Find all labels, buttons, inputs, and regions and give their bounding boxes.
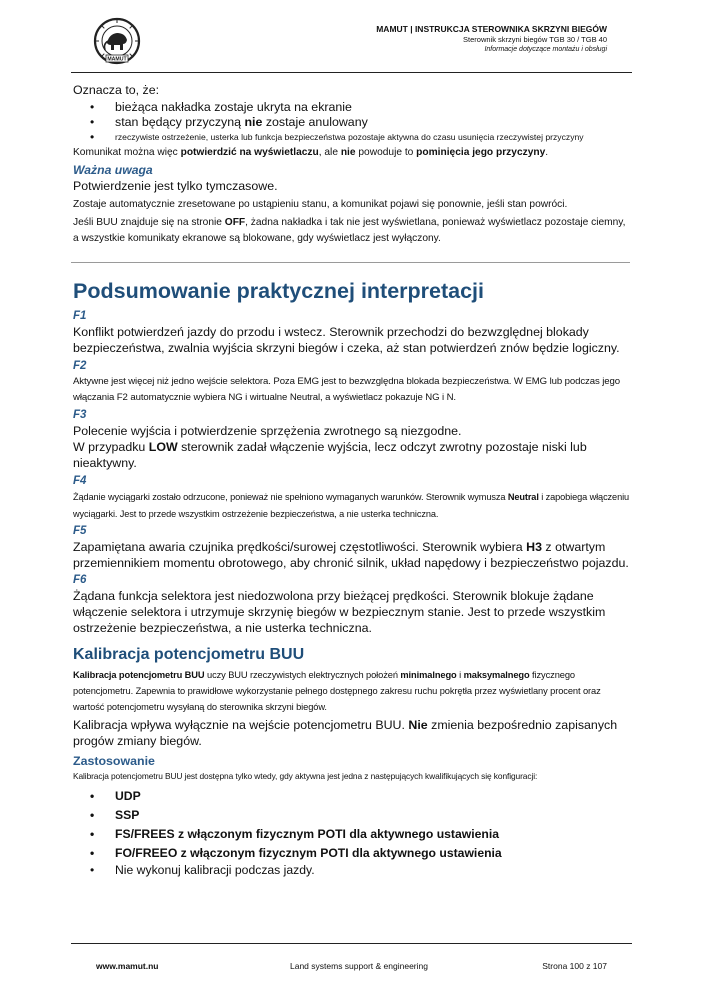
f2-label: F2 [73, 360, 87, 372]
f3-text-1: Polecenie wyjścia i potwierdzenie sprzężenia zwrotnego są niezgodne. [73, 424, 462, 438]
note-line-2: Zostaje automatycznie zresetowane po ustąpieniu stanu, a komunikat pojawi się ponownie, jeśli stan powróci. [73, 198, 568, 210]
f3-label: F3 [73, 409, 87, 421]
list-item: • Nie wykonuj kalibracji podczas jazdy. [73, 863, 633, 878]
f1-label: F1 [73, 310, 87, 322]
header-section: Informacje dotyczące montażu i obsługi [484, 46, 607, 53]
intro-lead: Oznacza to, że: [73, 83, 160, 97]
note-heading: Ważna uwaga [73, 162, 153, 177]
note-line-3: Jeśli BUU znajduje się na stronie OFF, żadna nakładka i tak nie jest wyświetlana, ponieważ wyświetlacz pozostaje ciemny, a wszystkie komunikaty ekranowe są blokowane, gdy wyświetlacz jest wyłączony. [73, 217, 626, 244]
intro-list [73, 100, 633, 145]
calibration-title: Kalibracja potencjometru BUU [73, 646, 305, 663]
f1-text: Konflikt potwierdzeń jazdy do przodu i wstecz. Sterownik przechodzi do bezwzględnej blokady bezpieczeństwa, zwalnia wyjścia skrzyni biegów i czeka, aż stan potwierdzeń znów będzie logiczny. [73, 325, 620, 355]
f6-text: Żądana funkcja selektora jest niedozwolona przy bieżącej prędkości. Sterownik blokuje żądane włączenie selektora i utrzymuje skrzynię biegów w bezpiecznym stanie. Jest to przede wszystkim ostrzeżenie bezpieczeństwa, a nie usterka techniczna. [73, 589, 606, 635]
header-rule [71, 72, 632, 73]
logo-wordmark: MAMUT [107, 56, 127, 63]
list-item: • rzeczywiste ostrzeżenie, usterka lub funkcja bezpieczeństwa pozostaje aktywna do czasu usunięcia rzeczywistej przyczyny [73, 130, 633, 145]
list-item: • FS/FREES z włączonym fizycznym POTI dla aktywnego ustawienia [73, 825, 633, 844]
usage-list [73, 787, 633, 878]
note-line-1: Potwierdzenie jest tylko tymczasowe. [73, 178, 278, 193]
f5-text: Zapamiętana awaria czujnika prędkości/surowej częstotliwości. Sterownik wybiera H3 z otwartym przemiennikiem momentu obrotowego, aby chronić silnik, układ napędowy i bezpieczeństwo pojazdu. [73, 540, 629, 570]
list-item: • UDP [73, 787, 633, 806]
footer-tagline: Land systems support & engineering [290, 961, 428, 971]
company-logo [93, 17, 141, 65]
list-item: • stan będący przyczyną nie zostaje anulowany [73, 115, 633, 130]
f2-text: Aktywne jest więcej niż jedno wejście selektora. Poza EMG jest to bezwzględna blokada bezpieczeństwa. W EMG lub podczas jego włączania F2 automatycznie wybiera NG i wirtualne Neutral, a wyświetlacz pokazuje NG i N. [73, 376, 620, 403]
list-item: • bieżąca nakładka zostaje ukryta na ekranie [73, 100, 633, 115]
f4-text: Żądanie wyciągarki zostało odrzucone, ponieważ nie spełniono wymaganych warunków. Sterownik wymusza Neutral i zapobiega włączeniu wyciągarki. Jest to przede wszystkim ostrzeżenie bezpieczeństwa, a nie usterka techniczna. [73, 492, 630, 519]
summary-title: Podsumowanie praktycznej interpretacji [73, 279, 485, 303]
section-divider [71, 262, 630, 263]
footer-website[interactable]: www.mamut.nu [96, 961, 159, 971]
f6-label: F6 [73, 574, 87, 586]
f4-label: F4 [73, 475, 87, 487]
usage-heading: Zastosowanie [73, 754, 155, 768]
confirm-paragraph: Komunikat można więc potwierdzić na wyświetlaczu, ale nie powoduje to pominięcia jego przyczyny. [73, 147, 549, 158]
header-title: MAMUT | INSTRUKCJA STEROWNIKA SKRZYNI BIEGÓW [376, 24, 607, 34]
calibration-scope: Kalibracja wpływa wyłącznie na wejście potencjometru BUU. Nie zmienia bezpośrednio zapisanych progów zmiany biegów. [73, 718, 618, 748]
page-content [73, 82, 633, 878]
calibration-intro: Kalibracja potencjometru BUU uczy BUU rzeczywistych elektrycznych położeń minimalnego i maksymalnego fizycznego potencjometru. Zapewnia to prawidłowe wykorzystanie pełnego dostępnego zakresu ruchu pokrętła przez wyświetlany procent oraz wartość potencjometru wysyłaną do sterownika skrzyni biegów. [73, 670, 601, 712]
f5-label: F5 [73, 525, 87, 537]
footer-page-number: Strona 100 z 107 [542, 961, 607, 971]
header-subtitle: Sterownik skrzyni biegów TGB 30 / TGB 40 [463, 35, 607, 44]
list-item: • FO/FREEO z włączonym fizycznym POTI dla aktywnego ustawienia [73, 844, 633, 863]
page-header [376, 24, 607, 55]
footer-rule [71, 943, 632, 944]
list-item: • SSP [73, 806, 633, 825]
f3-text-2: W przypadku LOW sterownik zadał włączenie wyjścia, lecz odczyt zwrotny pozostaje niski lub nieaktywny. [73, 440, 587, 470]
usage-text: Kalibracja potencjometru BUU jest dostępna tylko wtedy, gdy aktywna jest jedna z następujących kwalifikujących się konfiguracji: [73, 771, 538, 781]
